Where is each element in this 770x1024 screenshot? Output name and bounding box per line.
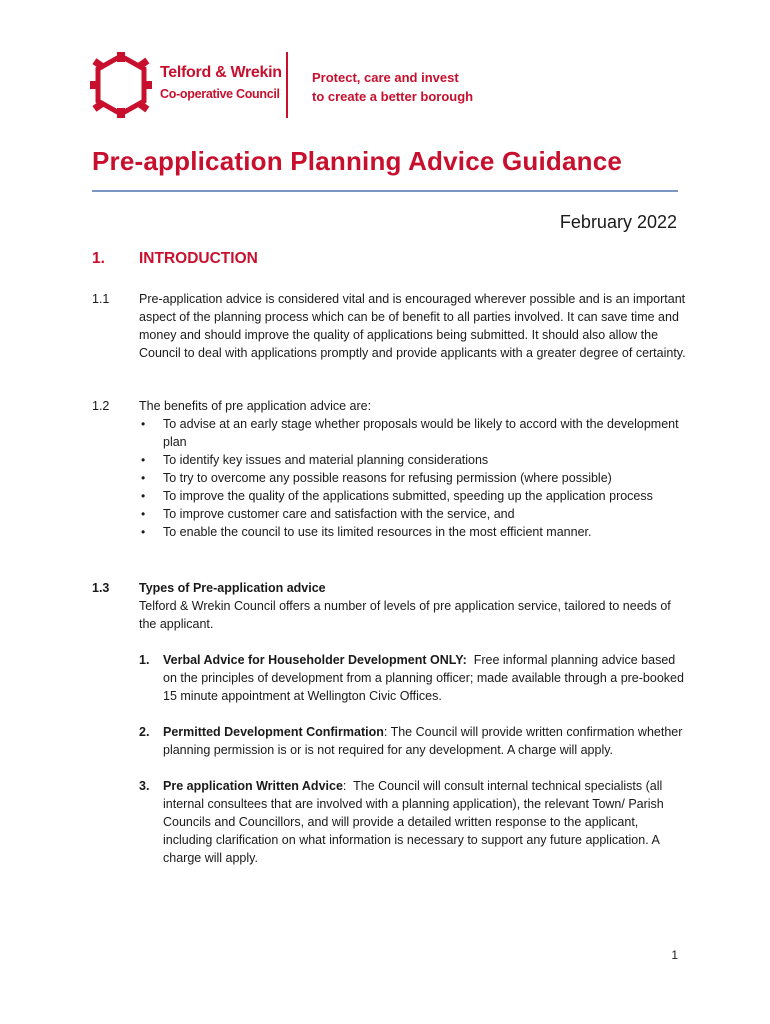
list-item — [139, 723, 687, 759]
page-title: Pre-application Planning Advice Guidance — [92, 146, 623, 176]
paragraph-body — [139, 397, 687, 541]
title-divider — [92, 190, 678, 192]
paragraph-1-1 — [92, 290, 692, 362]
list-item — [139, 651, 687, 705]
brand-line-2: Co-operative Council — [160, 87, 280, 101]
list-item: • To try to overcome any possible reasons for refusing permission (where possible) — [139, 469, 687, 487]
service-levels-list — [139, 651, 687, 867]
paragraph-number: 1.2 — [92, 399, 110, 413]
list-number: 1. — [139, 653, 150, 667]
document-date: February 2022 — [559, 212, 677, 232]
paragraph-text: Telford & Wrekin Council offers a number of levels of pre application service, tailored to needs of the applicant. — [139, 599, 671, 631]
list-item: • To improve customer care and satisfaction with the service, and — [139, 505, 687, 523]
level-text: Free informal planning advice based on the principles of development from a planning officer; made available through a pre-booked 15 minute appointment at Wellington Civic Offices. — [163, 653, 688, 703]
list-item: • To enable the council to use its limited resources in the most efficient manner. — [139, 523, 687, 541]
brand-name — [160, 64, 282, 102]
section-title: INTRODUCTION — [139, 250, 258, 267]
section-number: 1. — [92, 250, 105, 267]
subsection-heading: Types of Pre-application advice — [139, 581, 326, 595]
paragraph-1-2 — [92, 397, 692, 541]
paragraph-1-3 — [92, 579, 692, 885]
brand-line-1: Telford & Wrekin — [160, 64, 282, 81]
tagline-line-2: to create a better borough — [312, 89, 474, 104]
page-number: 1 — [671, 948, 678, 962]
list-item — [139, 777, 687, 867]
list-number: 2. — [139, 725, 150, 739]
level-text: : The Council will provide written confirmation whether planning permission is or is not required for any development. A charge will apply. — [163, 725, 686, 757]
level-text: : The Council will consult internal technical specialists (all internal consultees that are involved with a planning application), the relevant Town/ Parish Councils and Councillors, and will provide a detailed written response to the applicant, including clarification on what information is necessary to support any future application. A charge will apply. — [163, 779, 668, 865]
benefits-list — [139, 415, 687, 541]
list-item: • To improve the quality of the applications submitted, speeding up the application process — [139, 487, 687, 505]
section-heading — [92, 250, 258, 268]
level-title: Verbal Advice for Householder Development ONLY: — [163, 653, 467, 667]
list-number: 3. — [139, 779, 150, 793]
paragraph-number: 1.1 — [92, 292, 110, 306]
paragraph-body — [139, 579, 687, 867]
council-logo-icon — [90, 52, 152, 118]
tagline-line-1: Protect, care and invest — [312, 70, 459, 85]
paragraph-text: Pre-application advice is considered vital and is encouraged wherever possible and is an important aspect of the planning process which can be of benefit to all parties involved. It can save time and money and should improve the quality of applications being submitted. It should also allow the Council to deal with applications promptly and provide applicants with a greater degree of certainty. — [139, 292, 686, 360]
benefits-intro: The benefits of pre application advice are: — [139, 399, 372, 413]
list-item: • To identify key issues and material planning considerations — [139, 451, 687, 469]
paragraph-number: 1.3 — [92, 581, 110, 595]
level-title: Permitted Development Confirmation — [163, 725, 384, 739]
header-divider — [286, 52, 288, 118]
level-title: Pre application Written Advice — [163, 779, 343, 793]
tagline — [312, 68, 473, 106]
list-item: • To advise at an early stage whether proposals would be likely to accord with the development plan — [139, 415, 687, 451]
header — [90, 50, 690, 122]
